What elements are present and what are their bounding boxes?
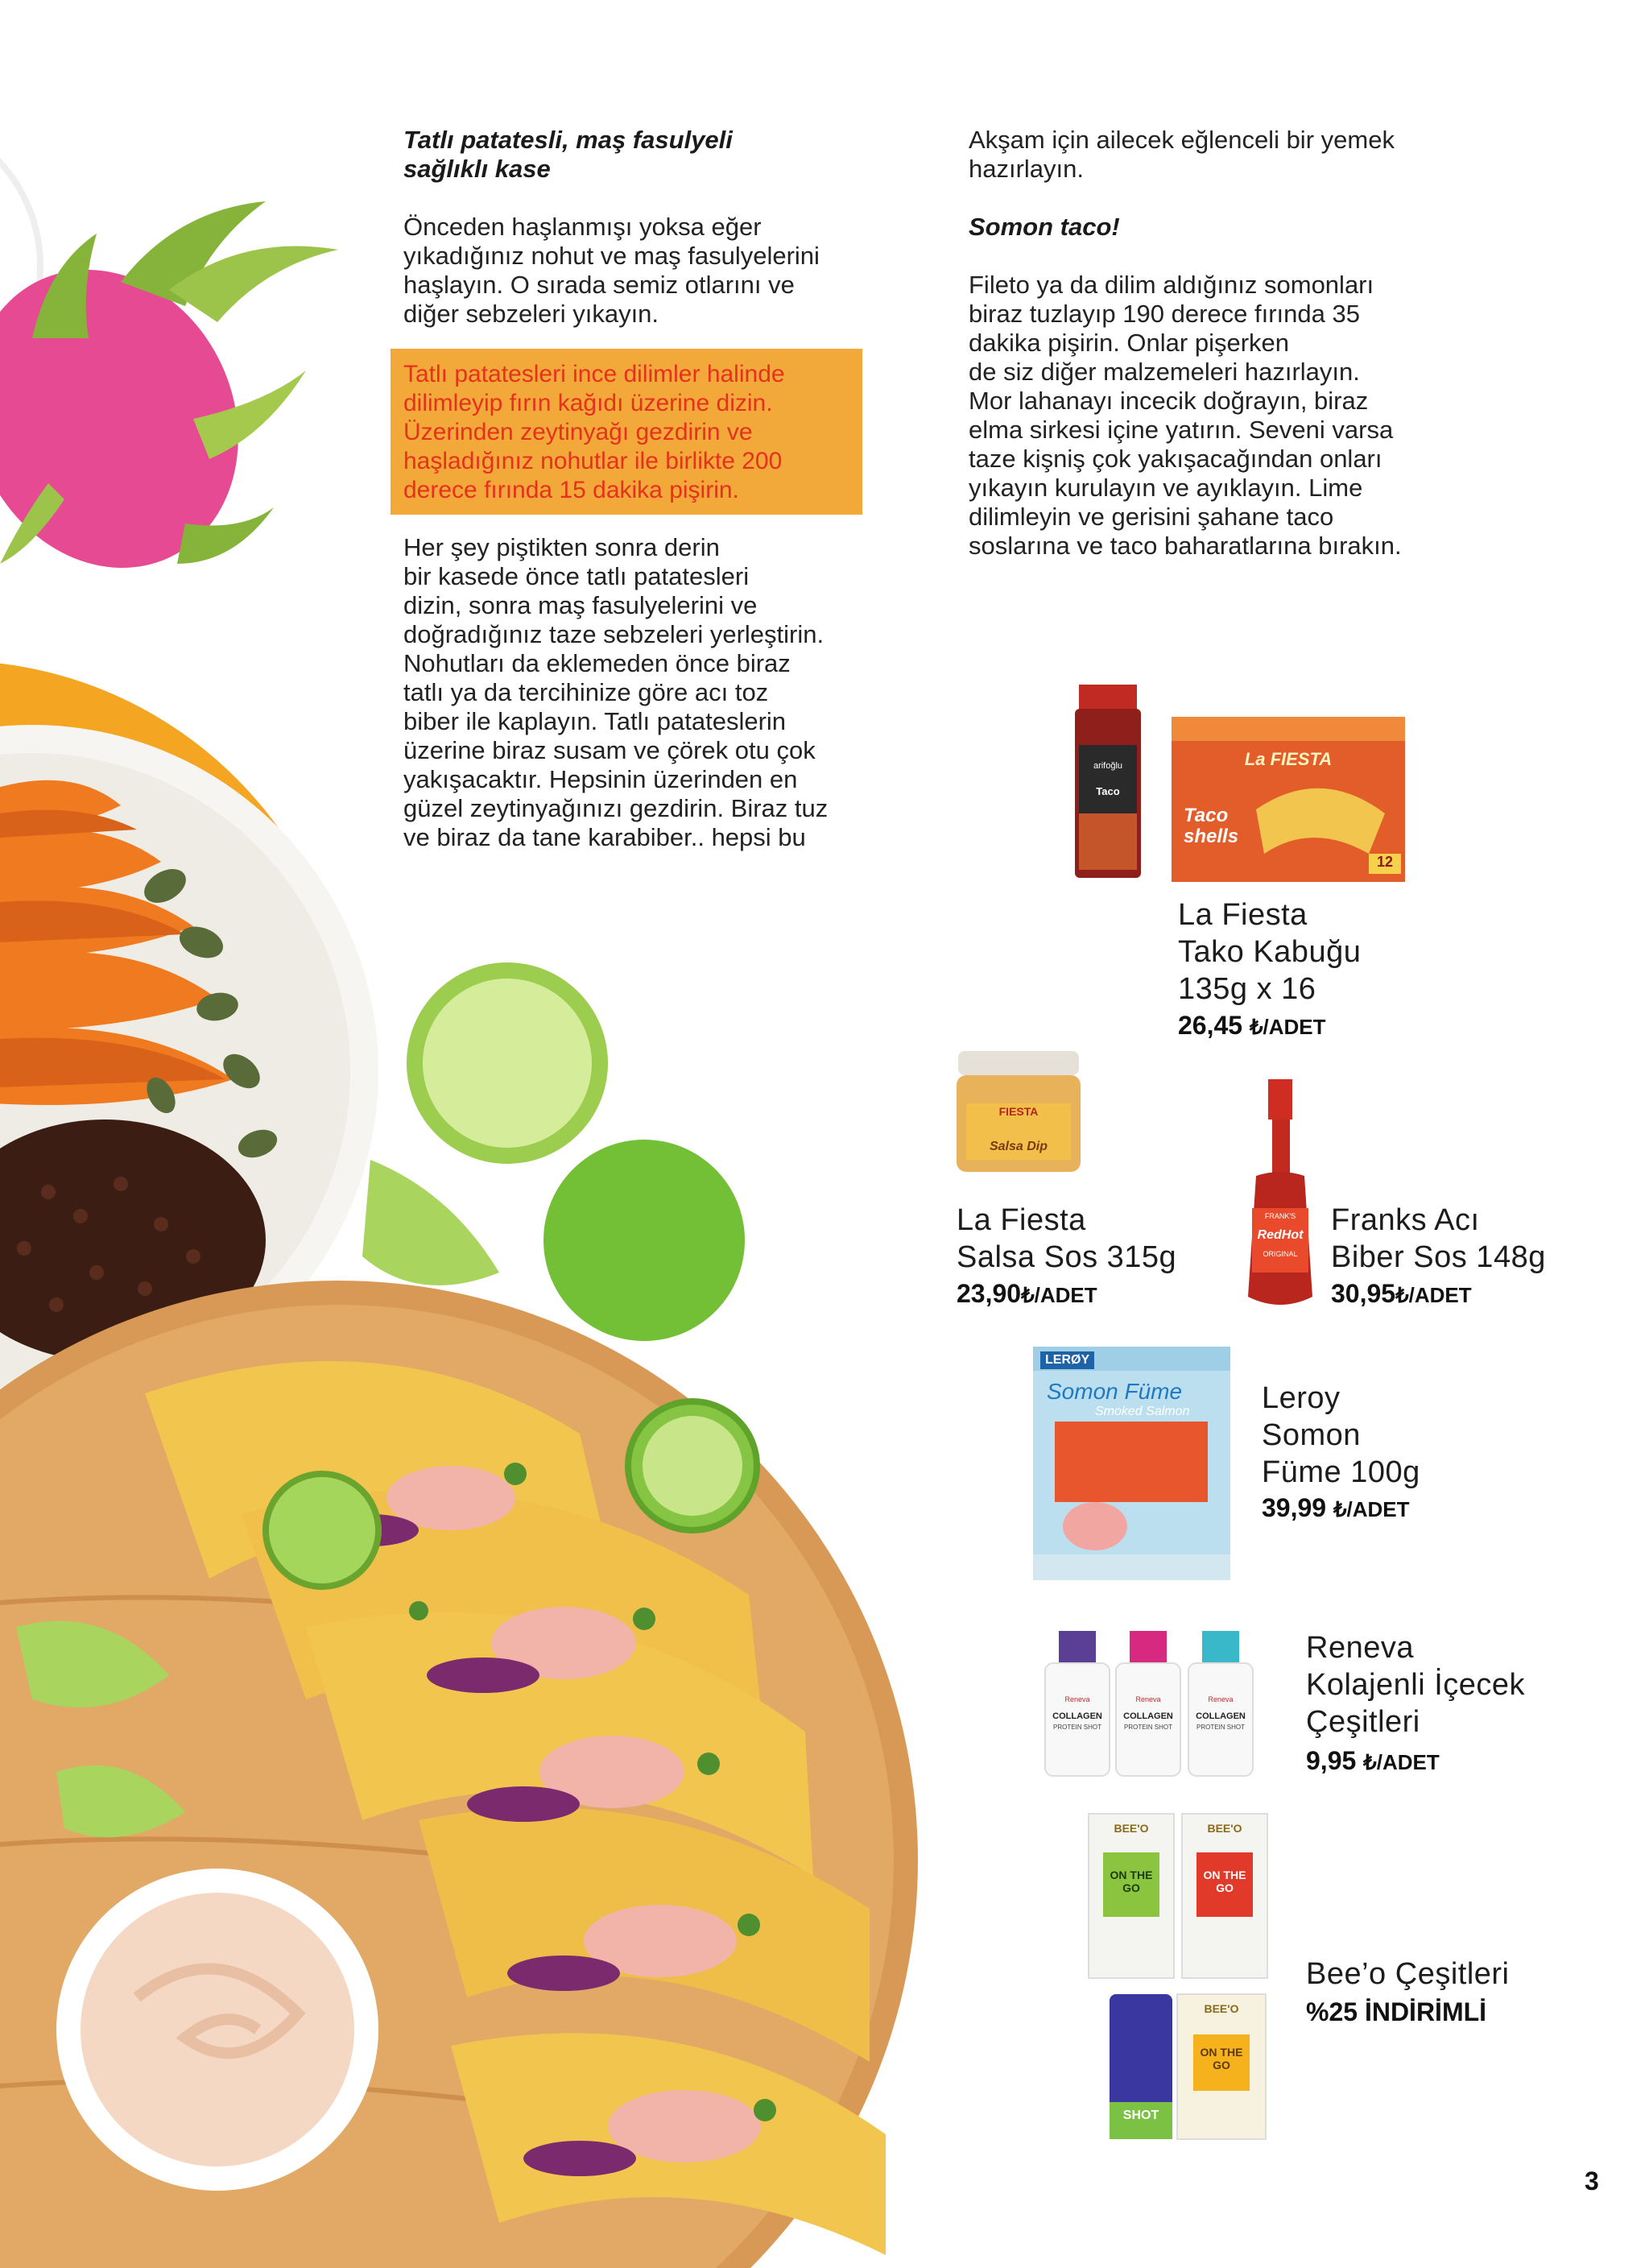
beeo-text-label-1: ON THE GO <box>1110 1869 1153 1894</box>
reneva-brand-label-2: Reneva <box>1135 1695 1161 1703</box>
beeo-products-image <box>1089 1814 1267 2139</box>
spice-jar-image <box>1075 685 1141 878</box>
collagen-bottles-image <box>1045 1631 1253 1776</box>
product-price-reneva: 9,95 ₺/ADET <box>1306 1746 1440 1775</box>
reneva-sub-label-2: PROTEIN SHOT <box>1123 1724 1172 1731</box>
franks-brand-label: FRANK'S <box>1264 1212 1296 1220</box>
franks-sub-label: ORIGINAL <box>1263 1250 1298 1258</box>
taco-box-brand-label: La FIESTA <box>1244 749 1333 769</box>
beeo-brand-label-2: BEE'O <box>1207 1822 1242 1835</box>
product-price-franks: 30,95₺/ADET <box>1331 1279 1472 1308</box>
spice-brand-label: arifoğlu <box>1093 761 1123 771</box>
dragon-fruit <box>0 201 338 612</box>
product-name-franks: Franks Acı Biber Sos 148g <box>1331 1203 1546 1274</box>
taco-box-count-label: 12 <box>1376 854 1394 870</box>
taco-paragraph: Fileto ya da dilim aldığınız somonları biraz tuzlayıp 190 derece fırında 35 dakika pişirin. Onlar pişerken de siz diğer malzemeleri hazırlayın. Mor lahanayı incecik doğrayın, biraz elma sirkesi içine yatırın. Seveni varsa taze kişniş çok yakışacağından onları yıkayın kurulayın ve ayıklayın. Lime dilimleyin ve gerisini şahane taco soslarına ve taco baharatlarına bırakın. <box>969 271 1402 560</box>
leroy-sub-label: Smoked Salmon <box>1095 1405 1190 1418</box>
salsa-brand-label: FIESTA <box>998 1105 1039 1118</box>
beeo-brand-label-3: BEE'O <box>1204 2002 1239 2015</box>
leroy-brand-label: LERØY <box>1040 1351 1094 1369</box>
reneva-text-label-2: COLLAGEN <box>1123 1711 1173 1721</box>
beeo-shot-label: SHOT <box>1122 2109 1159 2122</box>
product-name-reneva: Reneva Kolajenli İçecek Çeşitleri <box>1306 1631 1526 1739</box>
reneva-text-label-1: COLLAGEN <box>1052 1711 1102 1721</box>
product-name-leroy: Leroy Somon Füme 100g <box>1262 1381 1420 1489</box>
reneva-text-label-3: COLLAGEN <box>1196 1711 1246 1721</box>
recipe-heading-taco: Somon taco! <box>969 213 1120 241</box>
product-discount-beeo: %25 İNDİRİMLİ <box>1306 1997 1487 2026</box>
recipe-heading-bowl: Tatlı patatesli, maş fasulyeli sağlıklı kase <box>403 126 733 183</box>
beeo-brand-label-1: BEE'O <box>1114 1822 1149 1835</box>
page-number: 3 <box>1585 2167 1599 2196</box>
recipe-paragraph-2: Her şey piştikten sonra derin bir kasede önce tatlı patatesleri dizin, sonra maş fasulyelerini ve doğradığınız taze sebzeleri yerleştirin. Nohutları da eklemeden önce biraz tatlı ya da tercihinize göre acı toz biber ile kaplayın. Tatlı patateslerin üzerine biraz susam ve çörek otu çok yakışacaktır. Hepsinin üzerinden en güzel zeytinyağınızı gezdirin. Biraz tuz ve biraz da tane karabiber.. hepsi bu <box>403 533 829 851</box>
reneva-brand-label-1: Reneva <box>1064 1695 1090 1703</box>
reneva-sub-label-1: PROTEIN SHOT <box>1052 1724 1101 1731</box>
salsa-text-label: Salsa Dip <box>989 1140 1048 1153</box>
sauce-bowl <box>56 1869 378 2191</box>
highlight-box: Tatlı patatesleri ince dilimler halinde dilimleyip fırın kağıdı üzerine dizin. Üzerinden zeytinyağı gezdirin ve haşladığınız nohutlar ile birlikte 200 derece fırında 15 dakika pişirin. <box>391 349 862 515</box>
hot-sauce-bottle-image <box>1248 1079 1312 1305</box>
reneva-brand-label-3: Reneva <box>1208 1695 1234 1703</box>
product-price-taco-shells: 26,45 ₺/ADET <box>1178 1011 1326 1040</box>
franks-text-label: RedHot <box>1257 1228 1304 1242</box>
lime-whole <box>543 1140 745 1341</box>
product-name-taco-shells: La Fiesta Tako Kabuğu 135g x 16 <box>1178 898 1362 1006</box>
reneva-sub-label-3: PROTEIN SHOT <box>1196 1724 1245 1731</box>
product-price-leroy: 39,99 ₺/ADET <box>1262 1493 1410 1522</box>
beeo-text-label-2: ON THE GO <box>1203 1869 1246 1894</box>
recipe-paragraph-1: Önceden haşlanmışı yoksa eğer yıkadığınız nohut ve maş fasulyelerini haşlayın. O sırada semiz otlarını ve diğer sebzeleri yıkayın. <box>403 213 820 328</box>
product-price-salsa: 23,90₺/ADET <box>957 1279 1097 1308</box>
product-name-beeo: Bee’o Çeşitleri <box>1306 1957 1510 1991</box>
taco-intro: Akşam için ailecek eğlenceli bir yemek hazırlayın. <box>969 126 1395 183</box>
beeo-text-label-3: ON THE GO <box>1200 2046 1243 2071</box>
product-name-salsa: La Fiesta Salsa Sos 315g <box>957 1203 1177 1274</box>
leroy-text-label: Somon Füme <box>1047 1379 1183 1404</box>
taco-box-text-label: Taco shells <box>1184 805 1239 847</box>
lime-wedge <box>362 1160 499 1285</box>
spice-text-label: Taco <box>1096 785 1120 797</box>
